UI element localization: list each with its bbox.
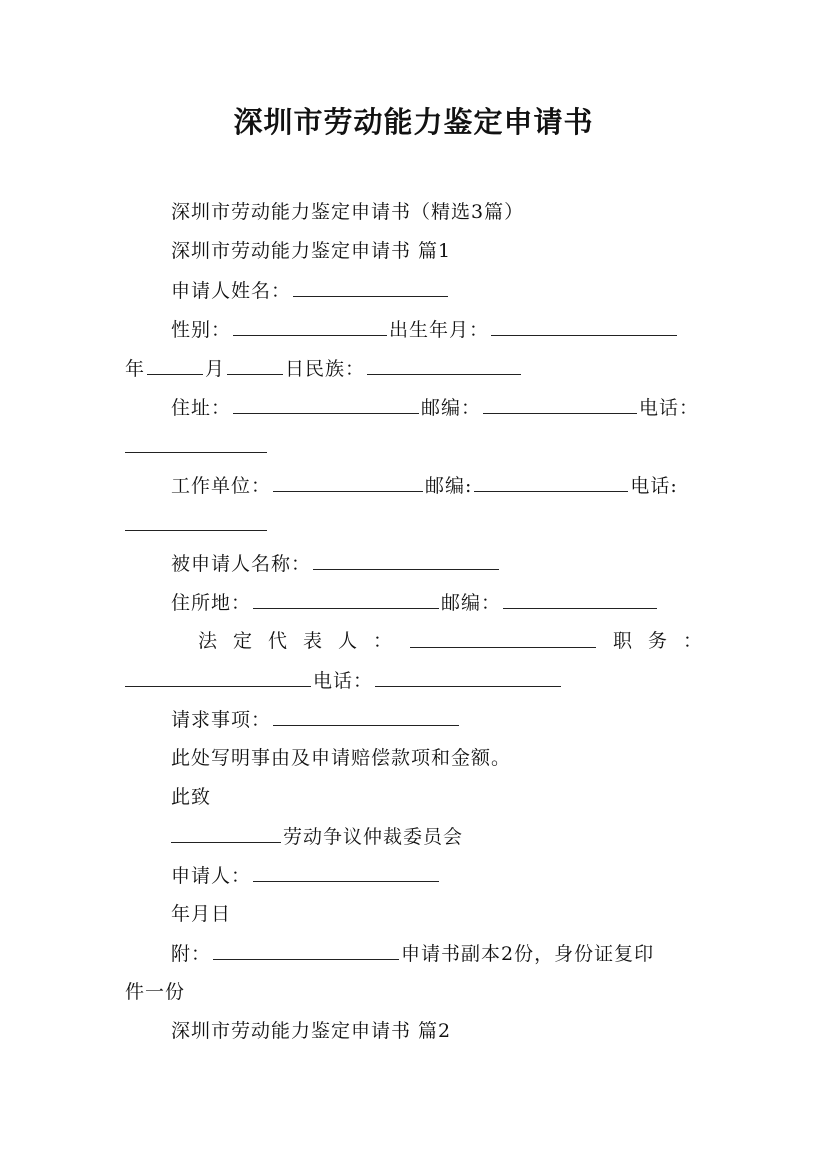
attachment-row <box>171 941 711 966</box>
date-line: 年月日 <box>171 903 232 925</box>
legal-rep-char: 定 <box>233 630 254 652</box>
legal-rep-char: 表 <box>303 630 324 652</box>
request-label: 请求事项： <box>171 709 272 731</box>
address-blank[interactable] <box>233 395 419 414</box>
legal-rep-char: ： <box>373 630 394 652</box>
phone-label: 电话： <box>639 397 700 419</box>
address-row <box>171 395 711 420</box>
address-label: 住址： <box>171 397 232 419</box>
birth-label: 出生年月： <box>389 319 490 341</box>
document-title: 深圳市劳动能力鉴定申请书 <box>233 105 594 139</box>
phone-continuation <box>125 434 705 459</box>
position-phone-blank[interactable] <box>375 668 561 687</box>
applicant-blank[interactable] <box>253 863 439 882</box>
day-ethnic-label: 日民族： <box>285 358 366 380</box>
respondent-row <box>171 551 711 576</box>
attachment-blank[interactable] <box>213 941 399 960</box>
committee-blank[interactable] <box>171 824 281 843</box>
part2-heading: 深圳市劳动能力鉴定申请书 篇2 <box>171 1020 452 1042</box>
residence-postcode-blank[interactable] <box>503 590 657 609</box>
month-label: 月 <box>205 358 226 380</box>
position-phone-label: 电话： <box>313 670 374 692</box>
applicant-name-label: 申请人姓名： <box>171 280 292 302</box>
applicant-name-blank[interactable] <box>293 278 448 297</box>
request-blank[interactable] <box>273 707 459 726</box>
postcode-label: 邮编： <box>421 397 482 419</box>
position-char: 务 <box>647 630 668 652</box>
position-phone-row <box>125 668 705 693</box>
position-blank[interactable] <box>125 668 311 687</box>
work-unit-row <box>171 473 711 498</box>
work-unit-label: 工作单位： <box>171 475 272 497</box>
request-row <box>171 707 711 732</box>
legal-rep-char: 人 <box>338 630 359 652</box>
attachment-label: 附： <box>171 943 212 965</box>
committee-row <box>171 824 711 849</box>
position-char: 职 <box>612 630 633 652</box>
month-blank[interactable] <box>227 356 283 375</box>
attachment-tail: 件一份 <box>125 981 186 1003</box>
applicant-label: 申请人： <box>171 865 252 887</box>
attachment-text: 申请书副本2份，身份证复印 <box>401 943 655 965</box>
ethnic-blank[interactable] <box>367 356 521 375</box>
legal-rep-row <box>198 629 703 653</box>
work-phone-continuation <box>125 512 705 537</box>
legal-rep-char: 法 <box>198 630 219 652</box>
work-postcode-blank[interactable] <box>474 473 628 492</box>
position-char: ： <box>682 630 703 652</box>
date-ethnic-row <box>125 356 705 381</box>
work-postcode-label: 邮编: <box>425 475 473 497</box>
legal-rep-char: 代 <box>268 630 289 652</box>
residence-blank[interactable] <box>253 590 439 609</box>
phone-blank[interactable] <box>125 434 267 453</box>
residence-postcode-label: 邮编： <box>441 592 502 614</box>
applicant-name-row <box>171 278 711 303</box>
birth-blank[interactable] <box>491 317 677 336</box>
postcode-blank[interactable] <box>483 395 637 414</box>
respondent-label: 被申请人名称： <box>171 553 312 575</box>
intro-line: 深圳市劳动能力鉴定申请书（精选3篇） <box>171 201 525 223</box>
applicant-row <box>171 863 711 888</box>
salutation: 此致 <box>171 786 212 808</box>
work-unit-blank[interactable] <box>273 473 423 492</box>
legal-rep-blank[interactable] <box>410 629 596 648</box>
gender-blank[interactable] <box>233 317 387 336</box>
part1-heading: 深圳市劳动能力鉴定申请书 篇1 <box>171 240 452 262</box>
gender-birth-row <box>171 317 711 342</box>
request-note: 此处写明事由及申请赔偿款项和金额。 <box>171 747 512 769</box>
work-phone-blank[interactable] <box>125 512 267 531</box>
residence-row <box>171 590 711 615</box>
year-blank[interactable] <box>147 356 203 375</box>
respondent-blank[interactable] <box>313 551 499 570</box>
year-label: 年 <box>125 358 146 380</box>
work-phone-label: 电话: <box>630 475 678 497</box>
residence-label: 住所地： <box>171 592 252 614</box>
committee-label: 劳动争议仲裁委员会 <box>283 826 464 848</box>
gender-label: 性别： <box>171 319 232 341</box>
